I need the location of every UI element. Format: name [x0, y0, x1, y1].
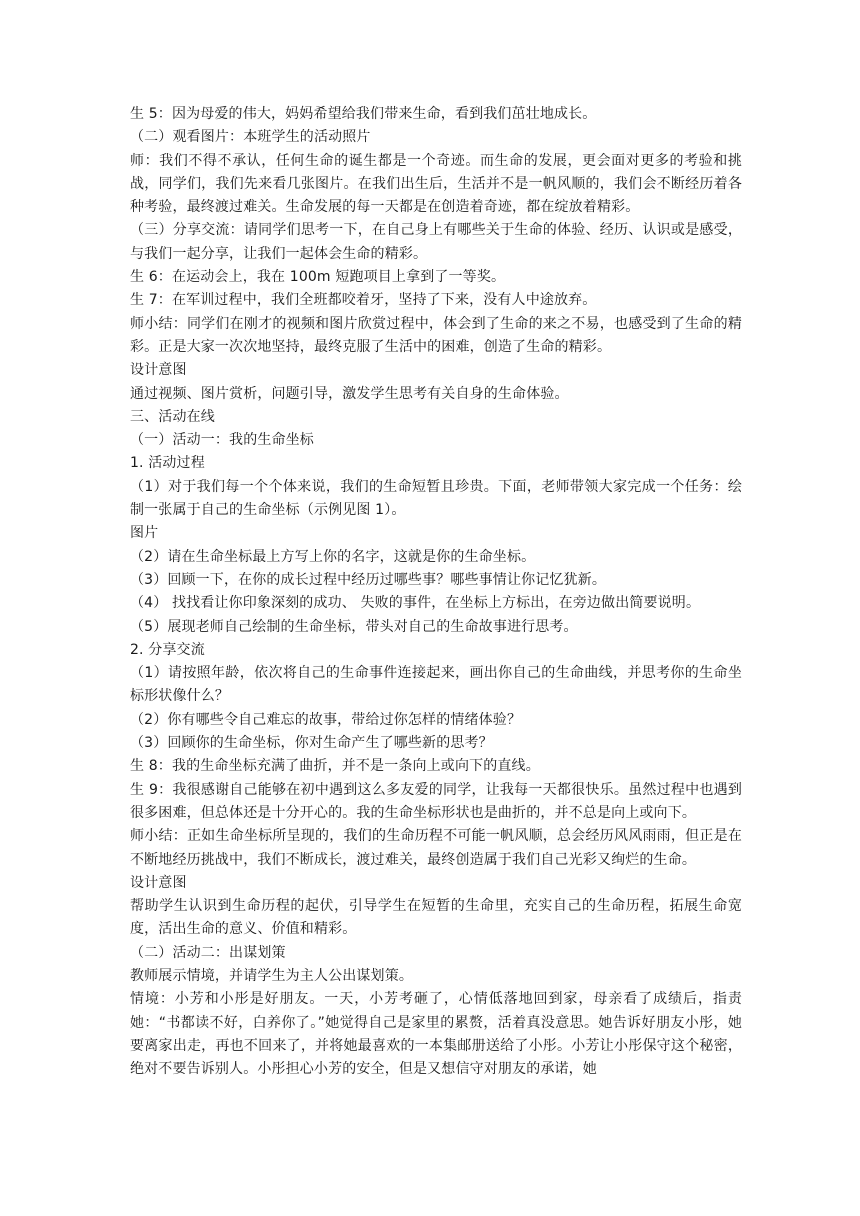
paragraph: （1）请按照年龄，依次将自己的生命事件连接起来，画出你自己的生命曲线，并思考你的生命坐标形状像什么？	[130, 665, 742, 705]
paragraph: （2）你有哪些令自己难忘的故事，带给过你怎样的情绪体验？	[130, 711, 522, 728]
paragraph: （3）回顾一下，在你的成长过程中经历过哪些事？哪些事情让你记忆犹新。	[130, 571, 607, 588]
paragraph: （4） 找找看让你印象深刻的成功、 失败的事件，在坐标上方标出，在旁边做出简要说明。	[130, 595, 701, 612]
document-body	[130, 103, 742, 1081]
design-intent-heading: 设计意图	[130, 362, 187, 379]
paragraph: 生 9：我很感谢自己能够在初中遇到这么多友爱的同学，让我每一天都很快乐。虽然过程中也遇到很多困难，但总体还是十分开心的。我的生命坐标形状也是曲折的，并不总是向上或向下。	[130, 781, 742, 821]
paragraph: 教师展示情境，并请学生为主人公出谋划策。	[130, 967, 413, 984]
paragraph: 情境：小芳和小彤是好朋友。一天，小芳考砸了，心情低落地回到家，母亲看了成绩后，指责她：“书都读不好，白养你了。”她觉得自己是家里的累赘，活着真没意思。她告诉好朋友小彤，她要离家出走，再也不回来了，并将她最喜欢的一本集邮册送给了小彤。小芳让小彤保守这个秘密，绝对不要告诉别人。小彤担心小芳的安全，但是又想信守对朋友的承诺，她	[130, 991, 742, 1078]
section-heading: （二）活动二：出谋划策	[130, 944, 286, 961]
section-heading: （一）活动一：我的生命坐标	[130, 432, 314, 449]
subsection-heading: 2. 分享交流	[130, 641, 205, 658]
paragraph: 师小结：正如生命坐标所呈现的，我们的生命历程不可能一帆风顺，总会经历风风雨雨，但正是在不断地经历挑战中，我们不断成长，渡过难关，最终创造属于我们自己光彩又绚烂的生命。	[130, 828, 742, 868]
paragraph: （1）对于我们每一个个体来说，我们的生命短暂且珍贵。下面，老师带领大家完成一个任务：绘制一张属于自己的生命坐标（示例见图 1）。	[130, 478, 742, 519]
paragraph: 师：我们不得不承认，任何生命的诞生都是一个奇迹。而生命的发展，更会面对更多的考验和挑战，同学们，我们先来看几张图片。在我们出生后，生活并不是一帆风顺的，我们会不断经历着各种考验，最终渡过难关。生命发展的每一天都是在创造着奇迹，都在绽放着精彩。	[130, 152, 742, 216]
paragraph: （2）请在生命坐标最上方写上你的名字，这就是你的生命坐标。	[130, 548, 536, 565]
paragraph: 生 5：因为母爱的伟大，妈妈希望给我们带来生命，看到我们茁壮地成长。	[130, 106, 597, 122]
subsection-heading: 1. 活动过程	[130, 455, 205, 472]
paragraph: 生 6：在运动会上，我在 100m 短跑项目上拿到了一等奖。	[130, 269, 506, 286]
section-heading: 三、活动在线	[130, 408, 215, 425]
paragraph: （3）回顾你的生命坐标，你对生命产生了哪些新的思考？	[130, 735, 493, 752]
paragraph: （5）展现老师自己绘制的生命坐标，带头对自己的生命故事进行思考。	[130, 618, 578, 635]
paragraph: 生 7：在军训过程中，我们全班都咬着牙，坚持了下来，没有人中途放弃。	[130, 292, 597, 309]
paragraph: 帮助学生认识到生命历程的起伏，引导学生在短暂的生命里，充实自己的生命历程，拓展生命宽度，活出生命的意义、价值和精彩。	[130, 898, 742, 938]
section-heading: （二）观看图片：本班学生的活动照片	[130, 129, 371, 146]
image-placeholder-label: 图片	[130, 525, 159, 542]
paragraph: 生 8：我的生命坐标充满了曲折，并不是一条向上或向下的直线。	[130, 758, 540, 775]
paragraph: 师小结：同学们在刚才的视频和图片欣赏过程中，体会到了生命的来之不易，也感受到了生命的精彩。正是大家一次次地坚持，最终克服了生活中的困难，创造了生命的精彩。	[130, 315, 742, 355]
design-intent-heading: 设计意图	[130, 874, 187, 891]
section-heading: （三）分享交流：请同学们思考一下，在自己身上有哪些关于生命的体验、经历、认识或是感受，与我们一起分享，让我们一起体会生命的精彩。	[130, 222, 742, 262]
paragraph: 通过视频、图片赏析，问题引导，激发学生思考有关自身的生命体验。	[130, 385, 569, 402]
